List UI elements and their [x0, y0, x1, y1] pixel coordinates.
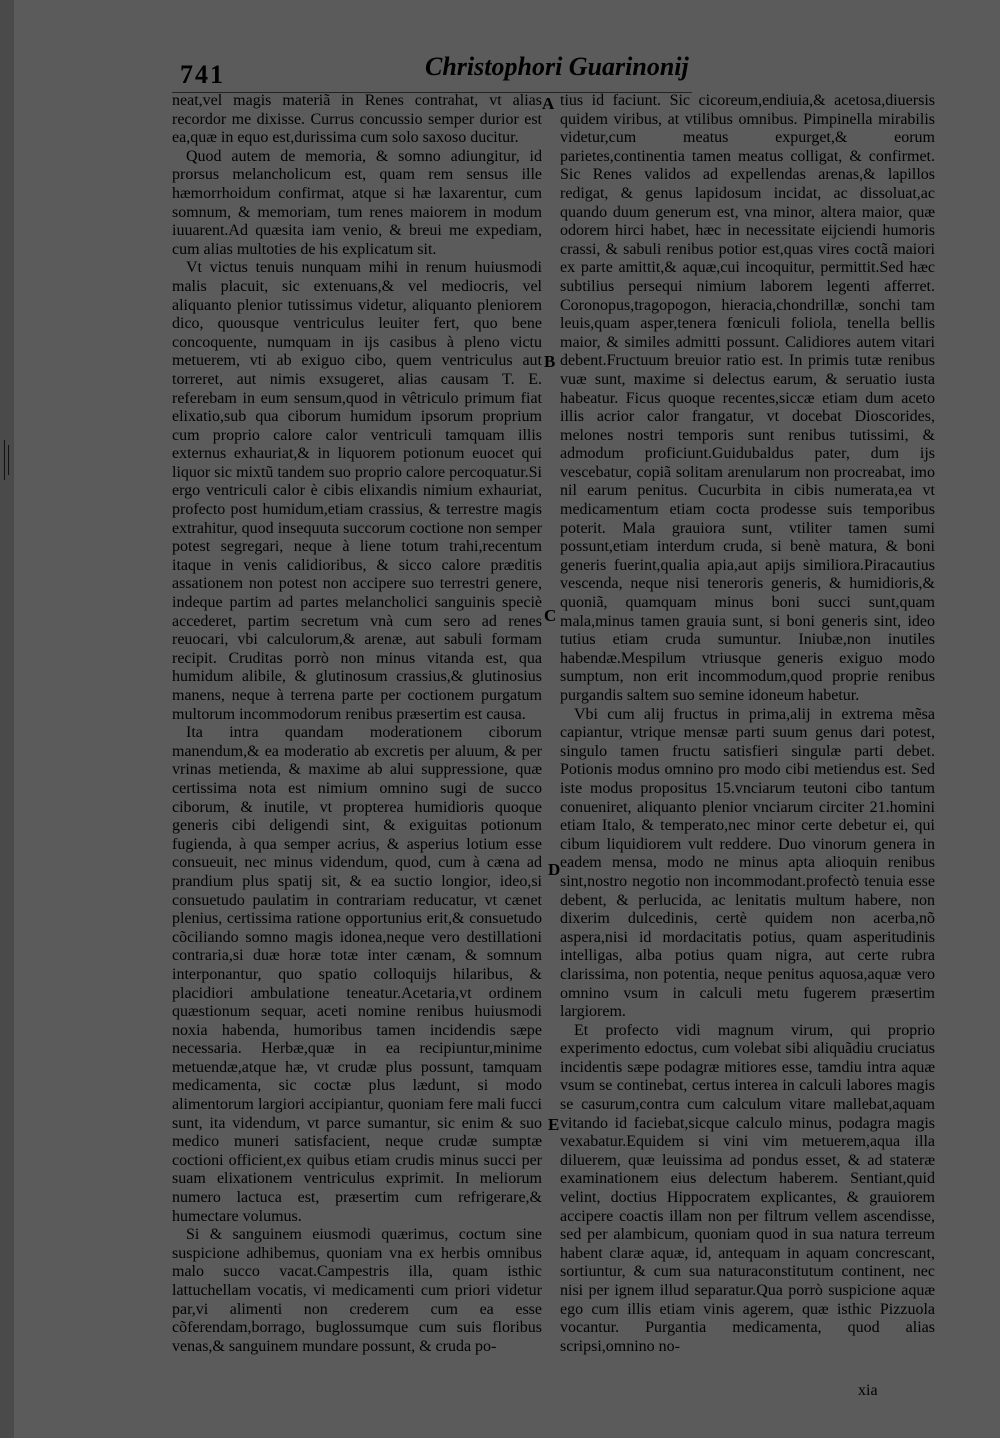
right-column	[560, 92, 935, 1356]
scan-mark	[8, 445, 9, 475]
left-column	[172, 92, 542, 1356]
scan-edge	[0, 0, 14, 1438]
paragraph: Et profecto vidi magnum virum, qui proprio experimento edoctus, cum volebat sibi aliquãdiu cruciatus incidentis sæpe podagræ mitiores esse, tamdiu intra aquæ vsum se continebat, certus interea in calculi labores magis se casurum,contra cum calculum vitare mallebat,aquam vitando id faciebat,sicque calculo minus, podagra magis vexabatur.Equidem si vini vim metuerem,aqua illa diluerem, quæ leuissima ad pondus esset, & ad stateræ examinationem eius delectum haberem. Sentiant,quid velint, doctius Hippocratem explicantes, & grauiorem accipere coactis illam non per filtrum vellem ascendisse, sed per alambicum, quoniam quod in sua natura terreum habent claræ aquæ, id, antequam in aquam concrescant, sortiuntur, & cum sua naturaconstitutum continent, nec nisi per ignem illud separatur.Qua porrò suspicione aquæ ego cum illis etiam vinis agerem, quæ isthic Pizzuola vocantur. Purgantia medicamenta, quod alias scripsi,omnino no-	[560, 1021, 935, 1355]
running-title: Christophori Guarinonij	[425, 52, 689, 81]
scan-mark	[4, 440, 5, 480]
paragraph: Vt victus tenuis nunquam mihi in renum huiusmodi malis placuit, sic extenuans,& vel mediocris, vel aliquanto plenior tutissimus videtur, aliquanto pleniorem dico, quousque ventriculus leuiter fert, quo bene concoquente, numquam in ijs casibus à pleno victu metuerem, vti ab exiguo cibo, quem ventriculus aut torreret, aut nimis exsugeret, alias causam T. E. referebam in eum sensum,quod in vêtriculo primum fiat elixatio,sub qua ciborum humidum ipsorum proprium cum proprio calore calor ventriculi tamquam illis externus exhauriat,& in liquorem potionum euocet qui liquor sic mixtũ tandem suo proprio calore percoquatur.Si ergo ventriculi calor è cibis elixandis nimium exhauriat, profecto post humidum,etiam crassius, & terrestre magis extrahitur, quod insequuta succorum coctione non semper potest segregari, neque à liene totum trahi,recentum itaque in venis calidioribus, & sicco calore præditis assationem non potest non accipere suo terrestri genere, indeque partim ad partes melancholici sanguinis speciè accederet, partim secretum vnà cum sero ad renes reuocari, vbi calculorum,& arenæ, aut sabuli formam recipit. Cruditas porrò non minus vitanda est, qua humidum alibile, & glutinosum crassius,& glutinosius manens, neque à terrena parte per coctionem purgatum multorum incommodorum renibus præsertim est causa.	[172, 259, 542, 723]
margin-marker-c: C	[544, 606, 557, 625]
paragraph: tius id faciunt. Sic cicoreum,endiuia,& acetosa,diuersis quidem viribus, at vtilibus omnibus. Pimpinella mirabilis videtur,cum meatus expurget,& eorum parietes,continentia tamen meatus colligat, & confirmet. Sic Renes validos ad expellendas arenas,& lapillos redigat, & genus lapidosum incidat, ac dissoluat,ac quando duum generum est, vna minor, altera maior, quæ odorem hirci habet, hæc in necessitate eijciendi humoris crassi, & sabuli renibus potior est,quas vires coctã maiori ex parte amittit,& aquæ,cui incoquitur, permittit.Sed hæc subtilius persequi nimium laborem legenti afferret. Coronopus,tragopogon, hieracia,chondrillæ, sonchi tam leuis,quam asper,tenera fœniculi foliola, tenella bellis maior, & similes admitti possunt. Calidiores autem vitari debent.Fructuum breuior ratio est. In primis tutæ renibus vuæ sunt, maxime si delectus earum, & seruatio iusta habeatur. Ficus quoque recentes,siccæ etiam dum aceto illis acrior calor frangatur, vt docebat Dioscorides, melones nostri temporis sunt renibus tutissimi, & admodum proficiunt.Guidubaldus pater, dum ijs vescebatur, copiã solitam arenularum non procreabat, imo nil earum penitus. Cucurbita in cibis numerata,ea vt medicamentum etiam cocta prodesse suis temporibus poterit. Mala grauiora sunt, vtiliter tamen sumi possunt,etiam interdum cruda, si benè matura, & boni generis fuerint,qualia apia,aut apijs similiora.Piracautius vescenda, neque nisi teneroris generis, & humidioris,& quoniã, quamquam minus boni succi sunt,quam mala,minus tamen grauia sunt, si boni generis sint, ideo tutius etiam cruda sumuntur. Iniubæ,non inutiles habendæ.Mespilum vtriusque generis exiguo modo sumptum, non erit incommodum,quod proprie renibus purgandis saltem suo semine idoneum habetur.	[560, 92, 935, 704]
catchword: xia	[858, 1382, 878, 1399]
scan-marks	[2, 440, 12, 500]
paragraph: neat,vel magis materiã in Renes contrahat, vt alias recordor me dixisse. Currus concussio semper durior est ea,quæ in equo est,durissima cum solo saxoso ducitur.	[172, 92, 542, 147]
paragraph: Ita intra quandam moderationem ciborum manendum,& ea moderatio ab excretis per aluum, & per vrinas metienda, & maxime ab alui suppressione, quæ certissima nota est nimium omnino sugi de succo ciborum, & inutile, vt propterea humidioris quoque generis cibi deligendi sint, & exiguitas potionum fugienda, à qua semper acrius, & asperius lotium esse consueuit, nec minus videndum, quod, cum à cæna ad prandium plus spatij sit, & ea suctio longior, ideo,si consuetudo paulatim in contrariam reducatur, vt cænet plenius, certissima ratione opportunius erit,& consuetudo cõciliando somno magis idonea,neque vero destillationi contraria,si duæ horæ totæ inter cænam, & somnum interponantur, quo spatio colloquijs hilaribus, & placidiori ambulatione teneatur.Acetaria,vt ordinem quæstionum sequar, aceti nomine renibus huiusmodi noxia habenda, humoribus tamen incidendis sæpe necessaria. Herbæ,quæ in ea recipiuntur,minime metuendæ,atque hæ, vt crudæ plus possunt, tamquam medicamenta, sic coctæ plus lædunt, si modo alimentorum largiori accipiantur, quoniam fere mali fucci sunt, ita videndum, vt parce sumantur, sic enim & suo medico muneri satisfacient, neque crudæ sumptæ coctioni officient,ex quibus etiam crudis minus succi per suam elixationem ventriculus exprimit. In meliorum numero lactuca est, præsertim cum refrigerare,& humectare volumus.	[172, 724, 542, 1225]
margin-marker-b: B	[544, 352, 556, 371]
paragraph: Quod autem de memoria, & somno adiungitur, id prorsus melancholicum est, quam rem sensus ille hæmorrhoidum confirmat, atque si hæ laxarentur, cum somnum, & memoriam, tum renes maiorem in modum iuuarent.Ad quæsita iam venio, & breui me expediam, cum alias multoties de his explicatum sit.	[172, 147, 542, 258]
margin-marker-e: E	[548, 1115, 560, 1134]
paragraph: Si & sanguinem eiusmodi quærimus, coctum sine suspicione adhibemus, quoniam vna ex herbis omnibus malo succo vacat.Campestris illa, quam isthic lattuchellam vocatis, vi medicamenti cum priori videtur par,vi alimenti non crederem cum ea esse cõferendam,borrago, buglossumque cum suis floribus venas,& sanguinem mundare possunt, & cruda po-	[172, 1226, 542, 1355]
paragraph: Vbi cum alij fructus in prima,alij in extrema mẽsa capiantur, vtrique mensæ parti suum genus dari potest, singulo tamen fructu satisfieri singulæ parti debet. Potionis modus omnino pro modo cibi metiendus est. Sed iste modus propositus 15.vnciarum teutoni cibo tantum conueniret, aliquanto plenior vnciarum circiter 21.homini etiam Italo, & temperato,nec minor certe debetur ei, qui cibum liquidiorem vult reddere. Duo vinorum genera in eadem mensa, modo ne minus apta alioquin renibus sint,nostro negotio non incommodant.profectò tenuia esse debent, & perlucida, ac lenitatis multum habere, non dixerim dulcedinis, certè quidem non acerba,nõ aspera,nisi id mordacitatis potius, quam asperitudinis intelligas, alba potius quam nigra, aut certe rubra clarissima, non potentia, neque penitus aquosa,aquæ vero omnino vsum in calculi metu fugerem præsertim largiorem.	[560, 705, 935, 1021]
margin-marker-d: D	[548, 860, 561, 879]
margin-marker-a: A	[542, 94, 555, 113]
page-number: 741	[180, 60, 225, 89]
